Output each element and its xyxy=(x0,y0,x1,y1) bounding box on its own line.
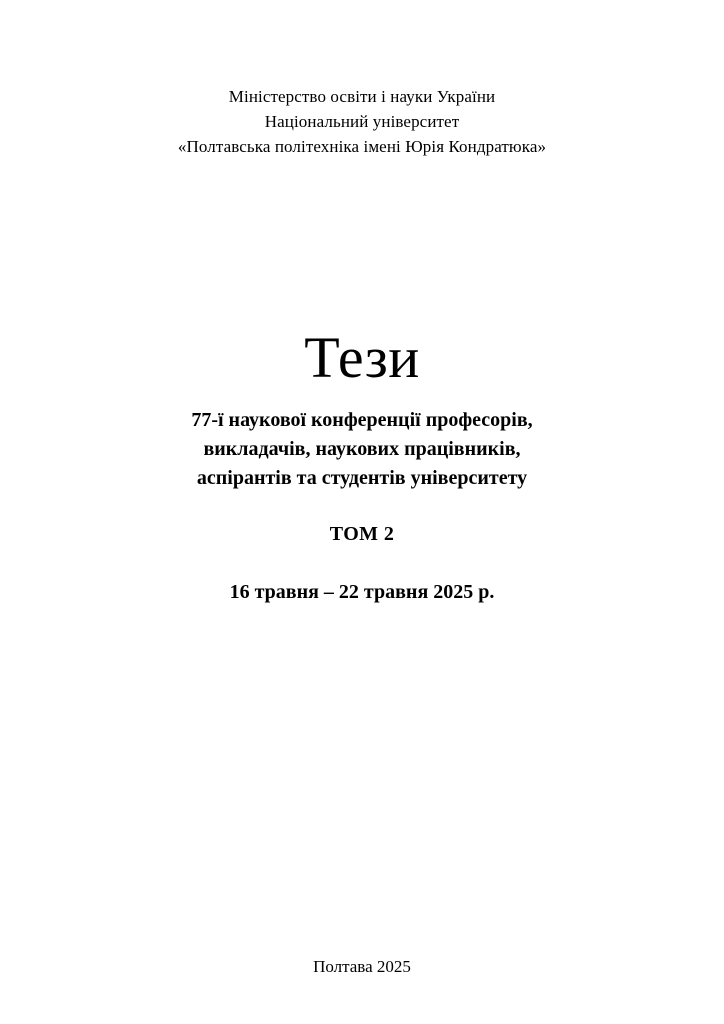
volume-label: ТОМ 2 xyxy=(329,523,395,545)
imprint-city-year: Полтава 2025 xyxy=(313,957,411,976)
conference-dates: 16 травня – 22 травня 2025 р. xyxy=(229,581,495,603)
conference-subtitle-line-2: викладачів, наукових працівників, xyxy=(203,438,521,460)
page-title: Тези xyxy=(304,325,420,390)
institution-line-university-name: «Полтавська політехніка імені Юрія Кондратюка» xyxy=(177,137,547,156)
conference-subtitle-line-1: 77-ї наукової конференції професорів, xyxy=(191,409,533,431)
institution-line-ministry: Міністерство освіти і науки України xyxy=(228,87,496,106)
institution-block xyxy=(0,84,724,159)
conference-subtitle xyxy=(0,406,724,493)
title-block xyxy=(0,326,724,606)
institution-line-university: Національний університет xyxy=(264,112,460,131)
conference-subtitle-line-3: аспірантів та студентів університету xyxy=(196,467,528,489)
